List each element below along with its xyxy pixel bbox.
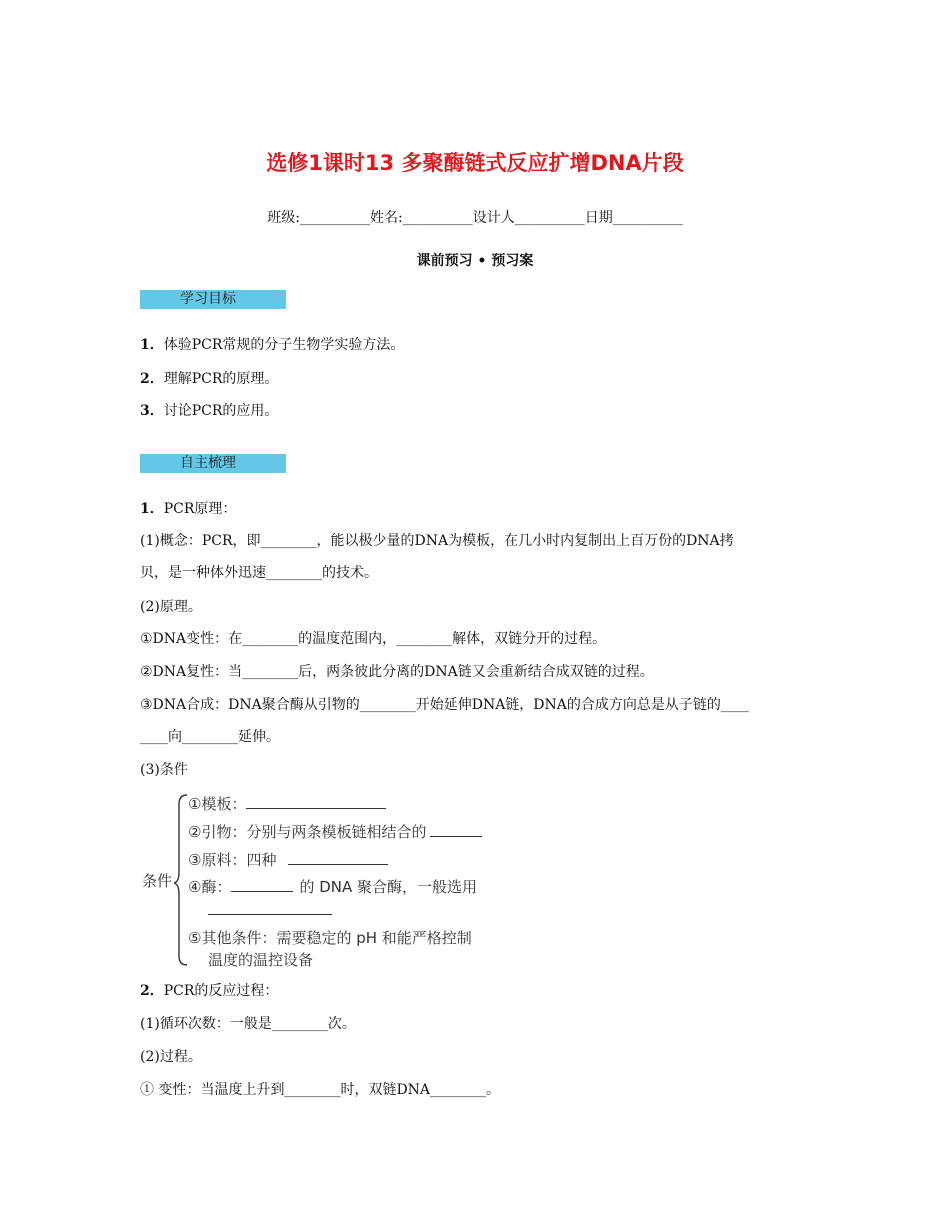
concept-line-a: (1)概念：PCR，即________，能以极少量的DNA为模板，在几小时内复制出上百万份的DNA拷 (140, 533, 734, 549)
answer-blank (231, 877, 293, 892)
condition-template (188, 793, 386, 814)
principle-heading: (2)原理。 (140, 599, 202, 615)
goal-text: 讨论PCR的应用。 (163, 403, 279, 419)
goal-item (140, 400, 278, 420)
review-heading-2 (140, 980, 278, 1000)
condition-other: ⑤其他条件：需要稳定的 pH 和能严格控制 (188, 929, 472, 947)
student-info-line: 班级:__________姓名:__________设计人__________日期__________ (267, 210, 683, 226)
condition-enzyme-blank (188, 900, 332, 919)
denature-line: ①DNA变性：在________的温度范围内，________解体，双链分开的过程。 (140, 631, 607, 647)
answer-blank (430, 822, 482, 837)
section-header-label: 自主梳理 (180, 455, 236, 471)
conditions-label: 条件 (142, 872, 173, 890)
section-header-label: 学习目标 (180, 291, 236, 307)
cycles-line: (1)循环次数：一般是________次。 (140, 1016, 356, 1032)
condition-material (188, 849, 388, 870)
goal-item (140, 334, 404, 354)
goal-number: 1． (140, 337, 164, 353)
heading-number: 2． (140, 983, 164, 999)
condition-text: 的 DNA 聚合酶，一般选用 (299, 878, 478, 896)
section-subtitle: 课前预习 • 预习案 (416, 253, 534, 269)
section-header-goals (140, 290, 286, 309)
section-header-review (140, 454, 286, 473)
brace-icon (174, 794, 188, 966)
answer-blank (288, 850, 388, 865)
heading-text: PCR原理： (163, 501, 237, 517)
condition-text: ①模板： (188, 795, 247, 813)
process-heading: (2)过程。 (140, 1049, 202, 1065)
synthesis-line-b: ____向________延伸。 (140, 729, 280, 745)
answer-blank (208, 900, 332, 915)
answer-blank (246, 794, 386, 809)
step-denature-line: ① 变性：当温度上升到________时，双链DNA________。 (140, 1082, 501, 1098)
condition-enzyme (188, 876, 477, 897)
goal-number: 3． (140, 403, 164, 419)
goal-text: 理解PCR的原理。 (163, 371, 279, 387)
condition-primer (188, 821, 482, 842)
conditions-heading: (3)条件 (140, 762, 188, 778)
goal-number: 2． (140, 371, 164, 387)
renature-line: ②DNA复性：当________后，两条彼此分离的DNA链又会重新结合成双链的过程。 (140, 664, 654, 680)
page-title: 选修1课时13 多聚酶链式反应扩增DNA片段 (266, 151, 684, 175)
conditions-diagram (140, 790, 540, 970)
synthesis-line-a: ③DNA合成：DNA聚合酶从引物的________开始延伸DNA链，DNA的合成方向总是从子链的____ (140, 697, 749, 713)
heading-number: 1． (140, 501, 164, 517)
condition-text: ②引物：分别与两条模板链相结合的 (188, 823, 427, 841)
goal-text: 体验PCR常规的分子生物学实验方法。 (163, 337, 405, 353)
goal-item (140, 368, 278, 388)
condition-text: ③原料：四种 (188, 851, 277, 869)
review-heading-1 (140, 498, 236, 518)
heading-text: PCR的反应过程： (163, 983, 279, 999)
condition-other-cont: 温度的温控设备 (208, 951, 314, 969)
condition-text: ④酶： (188, 878, 232, 896)
concept-line-b: 贝，是一种体外迅速________的技术。 (140, 565, 378, 581)
